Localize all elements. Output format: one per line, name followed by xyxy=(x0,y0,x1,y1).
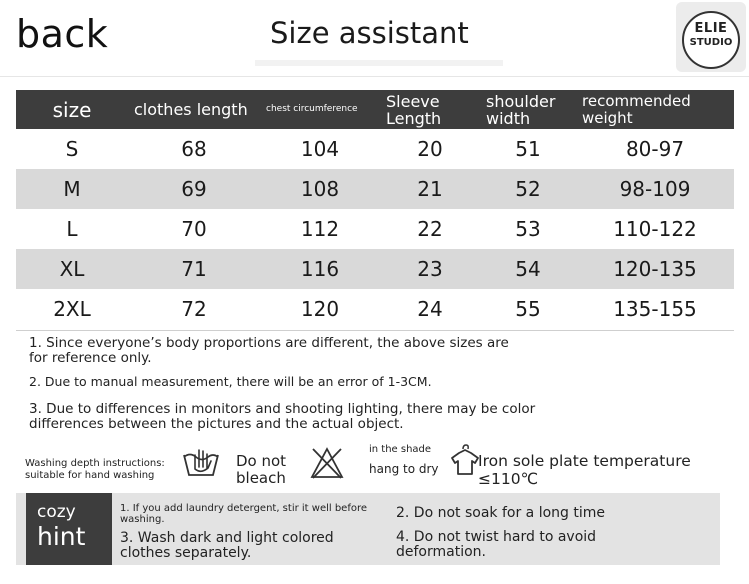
table-cell: 2XL xyxy=(53,297,91,321)
table-row xyxy=(16,289,734,329)
table-cell: XL xyxy=(16,249,128,289)
hand-wash-icon xyxy=(181,443,221,479)
table-cell: 120-135 xyxy=(576,249,734,289)
hint-item-4: 4. Do not twist hard to avoid deformation. xyxy=(396,529,597,560)
table-cell: S xyxy=(65,137,79,161)
column-header-size: size xyxy=(16,90,128,129)
cozy-hint-badge xyxy=(26,493,112,565)
table-cell: 20 xyxy=(417,137,443,161)
back-button[interactable]: back xyxy=(16,12,109,56)
table-cell: 51 xyxy=(515,137,541,161)
hint-item-3: 3. Wash dark and light colored clothes separately. xyxy=(120,530,334,561)
iron-line-2: ≤110℃ xyxy=(478,470,538,488)
shade-dry-line-1: in the shade xyxy=(369,444,432,455)
bleach-line-2: bleach xyxy=(236,469,286,487)
table-cell: 108 xyxy=(260,169,380,209)
table-cell: 52 xyxy=(480,169,576,209)
table-divider xyxy=(16,330,734,331)
hint-item-2: 2. Do not soak for a long time xyxy=(396,505,606,521)
table-cell: L xyxy=(66,217,78,241)
table-row xyxy=(16,209,734,249)
table-row xyxy=(16,129,734,169)
table-cell: 135-155 xyxy=(613,297,697,321)
note-2: 2. Due to manual measurement, there will be an error of 1-3CM. xyxy=(29,374,432,389)
table-cell: 116 xyxy=(260,249,380,289)
column-header-chest: chest circumference xyxy=(260,90,380,129)
table-cell: 120 xyxy=(300,297,340,321)
bleach-line-1: Do not xyxy=(236,452,287,470)
logo-line-2: STUDIO xyxy=(689,37,733,48)
table-cell: M xyxy=(16,169,128,209)
note-1: 1. Since everyone’s body proportions are different, the above sizes are for reference only. xyxy=(29,335,509,366)
hint-badge-line-1: cozy xyxy=(37,502,76,522)
table-cell: 112 xyxy=(300,217,340,241)
table-cell: 54 xyxy=(480,249,576,289)
table-cell: 68 xyxy=(181,137,207,161)
table-cell: 98-109 xyxy=(576,169,734,209)
table-cell: 69 xyxy=(128,169,260,209)
shade-dry-icon xyxy=(448,443,482,477)
table-cell: 23 xyxy=(380,249,480,289)
wash-instructions xyxy=(25,458,165,482)
note-3: 3. Due to differences in monitors and shooting lighting, there may be color differences between the pictures and the actual object. xyxy=(29,401,536,432)
shade-dry-line-2: hang to dry xyxy=(369,462,439,476)
title-underline xyxy=(255,60,503,66)
brand-logo xyxy=(682,11,740,69)
wash-line-1: Washing depth instructions: xyxy=(25,458,165,469)
table-cell: 53 xyxy=(515,217,541,241)
table-cell: 110-122 xyxy=(613,217,697,241)
no-bleach-label xyxy=(236,453,286,487)
page-title: Size assistant xyxy=(270,16,469,50)
hint-item-1: 1. If you add laundry detergent, stir it well before washing. xyxy=(120,503,368,525)
iron-temperature xyxy=(478,452,691,488)
column-header-sleeve: Sleeve Length xyxy=(380,90,480,129)
table-cell: 55 xyxy=(515,297,541,321)
hint-badge-line-2: hint xyxy=(37,522,86,551)
no-bleach-icon xyxy=(309,446,345,480)
table-row xyxy=(16,169,734,209)
column-header-weight: recommended weight xyxy=(576,90,734,129)
header-divider xyxy=(0,76,749,77)
table-cell: 22 xyxy=(417,217,443,241)
logo-line-1: ELIE xyxy=(694,21,728,36)
table-cell: 80-97 xyxy=(625,137,685,161)
table-cell: 24 xyxy=(417,297,443,321)
table-row xyxy=(16,249,734,289)
iron-line-1: Iron sole plate temperature xyxy=(478,452,691,470)
table-cell: 70 xyxy=(181,217,207,241)
table-header-row xyxy=(16,90,734,129)
table-body xyxy=(16,129,734,329)
column-header-clothes-length: clothes length xyxy=(128,90,260,129)
table-cell: 104 xyxy=(300,137,340,161)
wash-line-2: suitable for hand washing xyxy=(25,470,155,481)
column-header-shoulder: shoulder width xyxy=(480,90,576,129)
table-cell: 21 xyxy=(380,169,480,209)
table-cell: 72 xyxy=(181,297,207,321)
table-cell: 71 xyxy=(128,249,260,289)
size-table xyxy=(16,90,734,329)
